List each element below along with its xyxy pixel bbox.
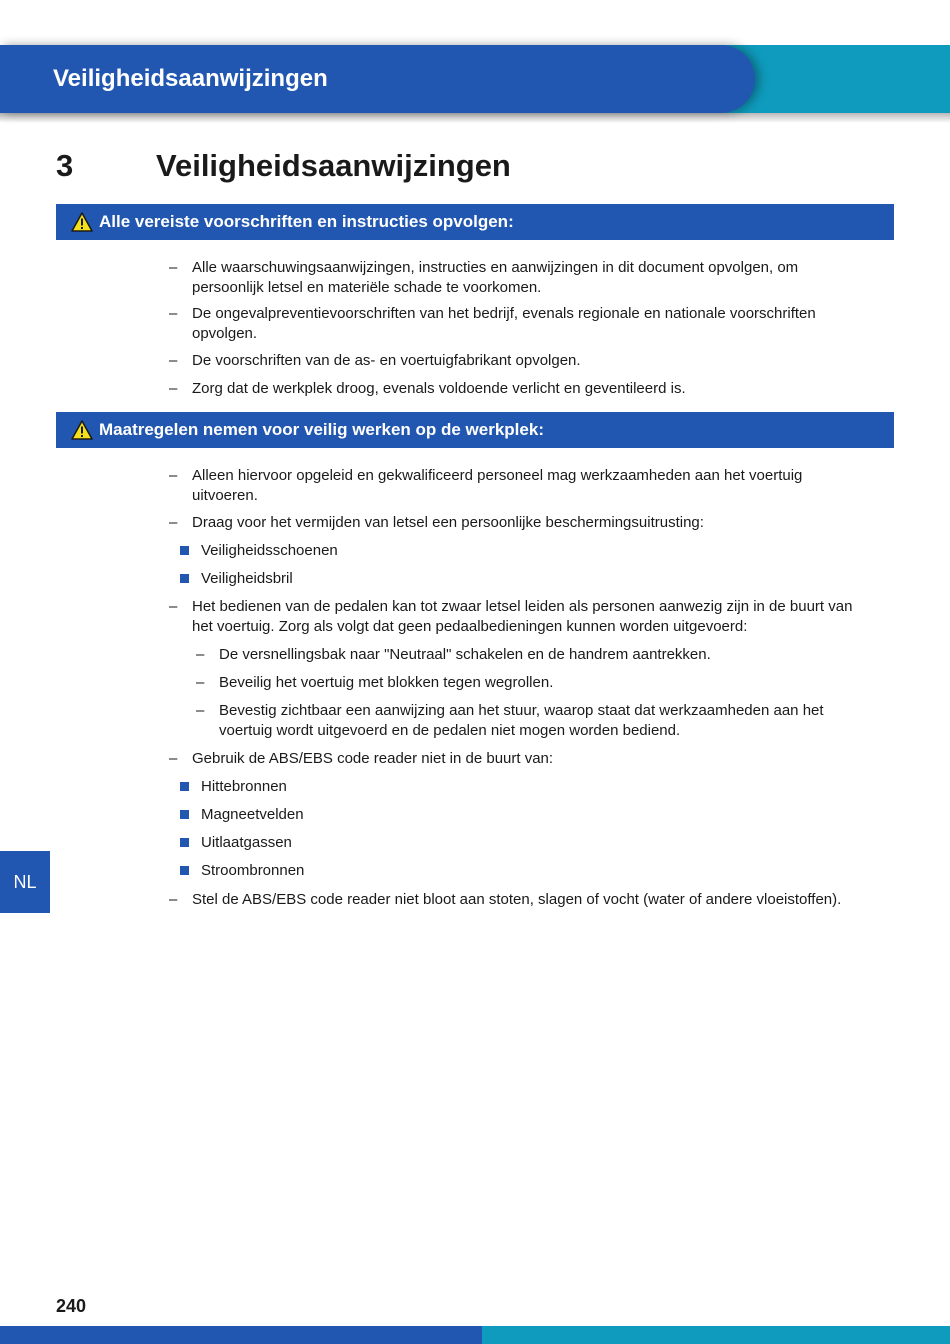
section-heading-safe-work: [56, 412, 894, 448]
square-bullet-icon: [180, 866, 189, 875]
language-tab: NL: [0, 851, 50, 913]
dash-bullet: –: [169, 380, 178, 397]
square-bullet-icon: [180, 782, 189, 791]
dash-bullet: –: [169, 352, 178, 369]
square-bullet-icon: [180, 838, 189, 847]
list-item-text: De ongevalpreventievoorschriften van het bedrijf, evenals regionale en nationale voorschriften opvolgen.: [192, 305, 816, 342]
square-bullet-icon: [180, 574, 189, 583]
list-item-text: Beveilig het voertuig met blokken tegen wegrollen.: [219, 674, 554, 691]
dash-bullet: –: [169, 259, 178, 276]
list-item-text: Bevestig zichtbaar een aanwijzing aan het stuur, waarop staat dat werkzaamheden aan het voertuig wordt uitgevoerd en de pedalen niet mogen worden bediend.: [219, 702, 824, 739]
list-item-text: Zorg dat de werkplek droog, evenals voldoende verlicht en geventileerd is.: [192, 380, 686, 397]
list-item-text: Alleen hiervoor opgeleid en gekwalificeerd personeel mag werkzaamheden aan het voertuig uitvoeren.: [192, 467, 803, 504]
dash-bullet: –: [169, 750, 178, 767]
list-item-text: Hittebronnen: [201, 778, 287, 795]
dash-bullet: –: [169, 891, 178, 908]
list-item-text: Draag voor het vermijden van letsel een persoonlijke beschermingsuitrusting:: [192, 514, 704, 531]
list-item-text: Veiligheidsschoenen: [201, 542, 338, 559]
section-heading-text: Maatregelen nemen voor veilig werken op de werkplek:: [99, 420, 544, 439]
list-item-text: De versnellingsbak naar "Neutraal" schakelen en de handrem aantrekken.: [219, 646, 711, 663]
chapter-title: Veiligheidsaanwijzingen: [156, 148, 511, 183]
dash-bullet: –: [196, 646, 205, 663]
header-shadow: [0, 113, 950, 123]
list-item-text: Magneetvelden: [201, 806, 304, 823]
dash-bullet: –: [196, 674, 205, 691]
list-item-text: Veiligheidsbril: [201, 570, 293, 587]
dash-bullet: –: [169, 467, 178, 484]
dash-bullet: –: [169, 305, 178, 322]
footer-accent-band: [482, 1326, 950, 1344]
list-item-text: Alle waarschuwingsaanwijzingen, instructies en aanwijzingen in dit document opvolgen, om persoonlijk letsel en materiële schade te voorkomen.: [192, 259, 799, 296]
page-number: 240: [56, 1296, 87, 1316]
warning-triangle-icon: [71, 420, 93, 440]
section-heading-text: Alle vereiste voorschriften en instructies opvolgen:: [99, 212, 514, 231]
square-bullet-icon: [180, 810, 189, 819]
square-bullet-icon: [180, 546, 189, 555]
list-item-text: Stel de ABS/EBS code reader niet bloot aan stoten, slagen of vocht (water of andere vloeistoffen).: [192, 891, 842, 908]
header-title: Veiligheidsaanwijzingen: [53, 65, 328, 92]
chapter-number: 3: [56, 148, 74, 183]
footer-band: [0, 1326, 482, 1344]
list-item-text: Stroombronnen: [201, 862, 305, 879]
section-heading-requirements: [56, 204, 894, 240]
dash-bullet: –: [169, 514, 178, 531]
dash-bullet: –: [169, 598, 178, 615]
list-item-text: Uitlaatgassen: [201, 834, 292, 851]
list-item-text: Gebruik de ABS/EBS code reader niet in de buurt van:: [192, 750, 554, 767]
warning-triangle-icon: [71, 212, 93, 232]
list-item-text: De voorschriften van de as- en voertuigfabrikant opvolgen.: [192, 352, 581, 369]
dash-bullet: –: [196, 702, 205, 719]
list-item-text: Het bedienen van de pedalen kan tot zwaar letsel leiden als personen aanwezig zijn in de buurt van het voertuig. Zorg als volgt dat geen pedaalbedieningen kunnen worden uitgevoerd:: [192, 598, 853, 635]
